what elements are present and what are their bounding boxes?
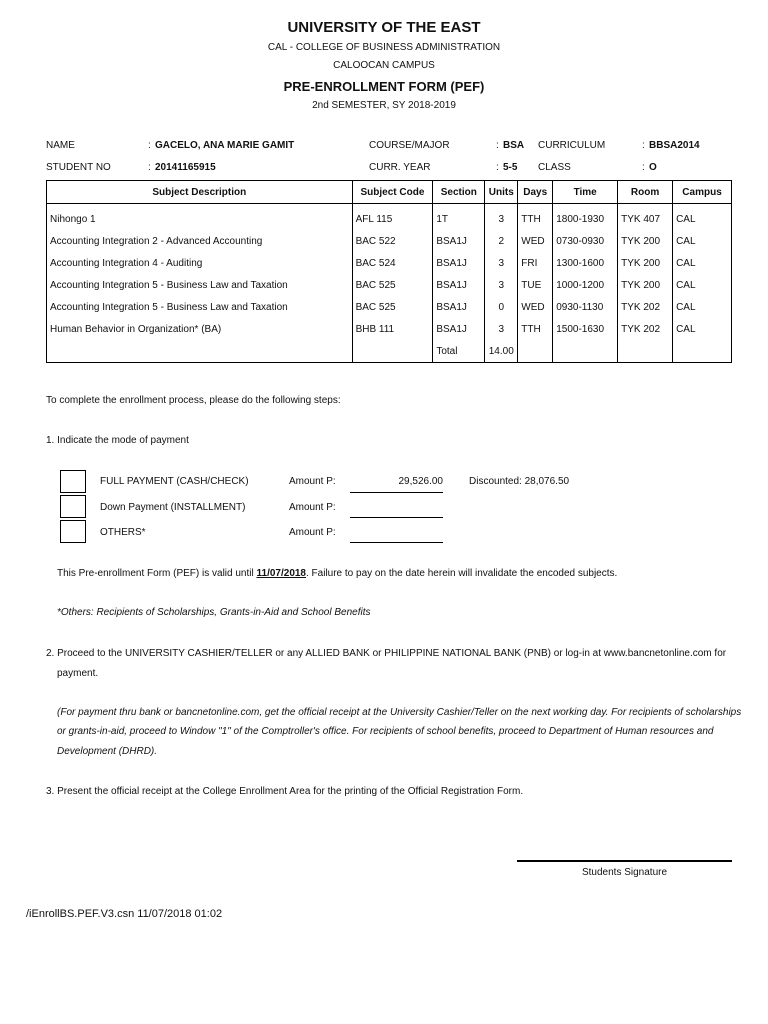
class-label: CLASS bbox=[538, 162, 571, 173]
col-header-section: Section bbox=[433, 181, 485, 204]
room: TYK 200 bbox=[618, 230, 673, 252]
room: TYK 202 bbox=[618, 318, 673, 340]
section: BSA1J bbox=[433, 274, 485, 296]
subject-code: BAC 525 bbox=[352, 274, 433, 296]
others-amount-line[interactable] bbox=[350, 542, 443, 543]
total-row bbox=[47, 340, 732, 363]
full-payment-checkbox[interactable] bbox=[60, 470, 86, 493]
full-amount-line bbox=[350, 492, 443, 493]
campus-name: CALOOCAN CAMPUS bbox=[333, 60, 435, 71]
college-name: CAL - COLLEGE OF BUSINESS ADMINISTRATION bbox=[267, 42, 501, 53]
days: WED bbox=[518, 230, 553, 252]
curriculum-value: BBSA2014 bbox=[649, 140, 700, 151]
step-2-note-line1: (For payment thru bank or bancnetonline.com, get the official receipt at the University Cashier/Teller on the next working day. For recipients of scholarships bbox=[57, 707, 742, 718]
curr-year-colon: : bbox=[496, 162, 499, 173]
others-label: OTHERS* bbox=[100, 527, 146, 538]
col-header-time: Time bbox=[553, 181, 618, 204]
table-row bbox=[47, 318, 732, 340]
time: 0730-0930 bbox=[553, 230, 618, 252]
units: 2 bbox=[485, 230, 518, 252]
col-header-code: Subject Code bbox=[352, 181, 433, 204]
days: WED bbox=[518, 296, 553, 318]
campus: CAL bbox=[673, 208, 732, 230]
others-checkbox[interactable] bbox=[60, 520, 86, 543]
days: TTH bbox=[518, 318, 553, 340]
subject-description: Accounting Integration 5 - Business Law and Taxation bbox=[47, 296, 353, 318]
curr-year-label: CURR. YEAR bbox=[369, 162, 431, 173]
curr-year-value: 5-5 bbox=[503, 162, 518, 173]
units: 3 bbox=[485, 318, 518, 340]
subject-description: Nihongo 1 bbox=[47, 208, 353, 230]
room: TYK 202 bbox=[618, 296, 673, 318]
col-header-campus: Campus bbox=[673, 181, 732, 204]
units: 3 bbox=[485, 274, 518, 296]
full-amount-value: 29,526.00 bbox=[398, 476, 443, 487]
down-amount-label: Amount P: bbox=[289, 502, 336, 513]
days: TUE bbox=[518, 274, 553, 296]
course-value: BSA bbox=[503, 140, 525, 151]
subject-code: AFL 115 bbox=[352, 208, 433, 230]
table-row bbox=[47, 208, 732, 230]
step-2-line2: payment. bbox=[57, 668, 99, 679]
table-header-row bbox=[47, 181, 732, 204]
section: BSA1J bbox=[433, 230, 485, 252]
form-title: PRE-ENROLLMENT FORM (PEF) bbox=[283, 79, 485, 94]
down-payment-checkbox[interactable] bbox=[60, 495, 86, 518]
units: 3 bbox=[485, 208, 518, 230]
footer-text: /iEnrollBS.PEF.V3.csn 11/07/2018 01:02 bbox=[26, 908, 223, 920]
instructions-intro: To complete the enrollment process, please do the following steps: bbox=[46, 395, 341, 406]
course-colon: : bbox=[496, 140, 499, 151]
university-name: UNIVERSITY OF THE EAST bbox=[287, 19, 481, 36]
section: BSA1J bbox=[433, 252, 485, 274]
others-amount-label: Amount P: bbox=[289, 527, 336, 538]
total-label: Total bbox=[433, 340, 485, 363]
step-2-note-line3: Development (DHRD). bbox=[57, 746, 158, 757]
step-3: 3. Present the official receipt at the College Enrollment Area for the printing of the Official Registration Form. bbox=[46, 786, 524, 797]
student-no-label: STUDENT NO bbox=[46, 162, 111, 173]
time: 1000-1200 bbox=[553, 274, 618, 296]
signature-line bbox=[517, 860, 732, 862]
time: 1300-1600 bbox=[553, 252, 618, 274]
signature-label: Students Signature bbox=[581, 867, 668, 878]
days: TTH bbox=[518, 208, 553, 230]
step-2-line1: 2. Proceed to the UNIVERSITY CASHIER/TELLER or any ALLIED BANK or PHILIPPINE NATIONAL BANK (PNB) or log-in at www.bancnetonline.com for bbox=[46, 648, 727, 659]
col-header-description: Subject Description bbox=[47, 181, 353, 204]
name-label: NAME bbox=[46, 140, 75, 151]
units: 0 bbox=[485, 296, 518, 318]
table-row bbox=[47, 252, 732, 274]
down-payment-label: Down Payment (INSTALLMENT) bbox=[100, 502, 246, 513]
campus: CAL bbox=[673, 318, 732, 340]
col-header-days: Days bbox=[518, 181, 553, 204]
subjects-table bbox=[46, 180, 732, 363]
table-row bbox=[47, 274, 732, 296]
campus: CAL bbox=[673, 230, 732, 252]
down-amount-line[interactable] bbox=[350, 517, 443, 518]
col-header-units: Units bbox=[485, 181, 518, 204]
campus: CAL bbox=[673, 296, 732, 318]
student-no-colon: : bbox=[148, 162, 151, 173]
subject-description: Accounting Integration 4 - Auditing bbox=[47, 252, 353, 274]
subject-description: Accounting Integration 5 - Business Law and Taxation bbox=[47, 274, 353, 296]
subject-code: BAC 525 bbox=[352, 296, 433, 318]
campus: CAL bbox=[673, 274, 732, 296]
time: 1500-1630 bbox=[553, 318, 618, 340]
time: 0930-1130 bbox=[553, 296, 618, 318]
others-note: *Others: Recipients of Scholarships, Grants-in-Aid and School Benefits bbox=[57, 607, 371, 618]
table-row bbox=[47, 230, 732, 252]
name-colon: : bbox=[148, 140, 151, 151]
room: TYK 407 bbox=[618, 208, 673, 230]
subject-description: Accounting Integration 2 - Advanced Accounting bbox=[47, 230, 353, 252]
semester: 2nd SEMESTER, SY 2018-2019 bbox=[312, 100, 456, 111]
discounted-amount: Discounted: 28,076.50 bbox=[469, 476, 570, 487]
name-value: GACELO, ANA MARIE GAMIT bbox=[155, 140, 295, 151]
room: TYK 200 bbox=[618, 274, 673, 296]
table-row bbox=[47, 296, 732, 318]
full-payment-label: FULL PAYMENT (CASH/CHECK) bbox=[100, 476, 249, 487]
subject-code: BHB 111 bbox=[352, 318, 433, 340]
validity-note: This Pre-enrollment Form (PEF) is valid until 11/07/2018. Failure to pay on the date herein will invalidate the encoded subjects. bbox=[57, 568, 618, 579]
student-no-value: 20141165915 bbox=[155, 162, 216, 173]
days: FRI bbox=[518, 252, 553, 274]
col-header-room: Room bbox=[618, 181, 673, 204]
units: 3 bbox=[485, 252, 518, 274]
class-value: O bbox=[649, 162, 657, 173]
subject-code: BAC 522 bbox=[352, 230, 433, 252]
curriculum-colon: : bbox=[642, 140, 645, 151]
room: TYK 200 bbox=[618, 252, 673, 274]
curriculum-label: CURRICULUM bbox=[538, 140, 606, 151]
section: 1T bbox=[433, 208, 485, 230]
course-label: COURSE/MAJOR bbox=[369, 140, 450, 151]
campus: CAL bbox=[673, 252, 732, 274]
subject-description: Human Behavior in Organization* (BA) bbox=[47, 318, 353, 340]
time: 1800-1930 bbox=[553, 208, 618, 230]
full-amount-label: Amount P: bbox=[289, 476, 336, 487]
section: BSA1J bbox=[433, 318, 485, 340]
validity-date: 11/07/2018 bbox=[256, 568, 306, 579]
step-2-note-line2: or grants-in-aid, proceed to Window "1" of the Comptroller's office. For recipients of school benefits, proceed to Department of Human resources and bbox=[57, 726, 714, 737]
subject-code: BAC 524 bbox=[352, 252, 433, 274]
section: BSA1J bbox=[433, 296, 485, 318]
total-units: 14.00 bbox=[485, 340, 518, 363]
step-1: 1. Indicate the mode of payment bbox=[46, 435, 189, 446]
class-colon: : bbox=[642, 162, 645, 173]
